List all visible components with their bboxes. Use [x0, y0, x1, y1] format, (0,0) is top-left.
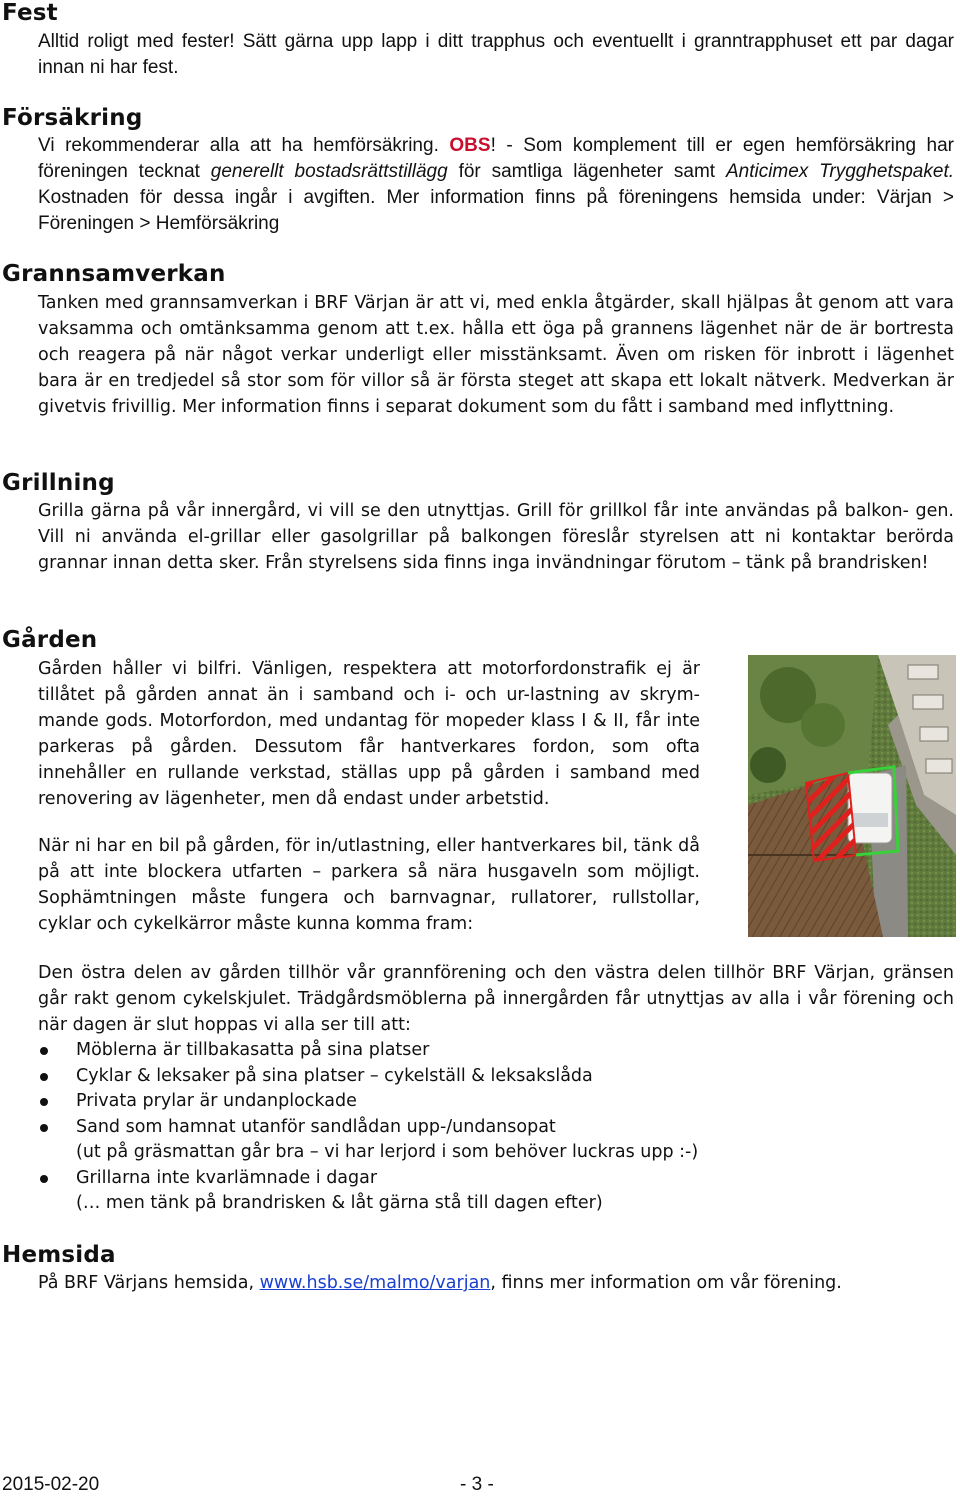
garden-checklist — [38, 1038, 938, 1217]
bullet-icon — [40, 1175, 48, 1183]
grillning-text: Grilla gärna på vår innergård, vi vill se den utnyttjas. Grill för grillkol får inte användas på balkon- gen. Vill ni använda el-grillar eller gasolgrillar på balkongen föreslår styrelsen att ni kontaktar berörda grannar innan detta sker. Från styrelsens sida finns inga invändningar förutom – tänk på brandrisken! — [38, 501, 954, 573]
list-item-subtext: (… men tänk på brandrisken & låt gärna stå till dagen efter) — [76, 1193, 603, 1213]
courtyard-photo-drawing — [748, 655, 956, 937]
hemsida-text-before: På BRF Värjans hemsida, — [38, 1273, 255, 1293]
forsakring-p3: Kostnaden för dessa ingår i avgiften. — [38, 187, 376, 208]
bullet-icon — [40, 1073, 48, 1081]
footer-date: 2015-02-20 — [2, 1474, 100, 1495]
heading-hemsida: Hemsida — [2, 1242, 116, 1268]
footer-page-number: - 3 - — [460, 1474, 494, 1495]
courtyard-photo — [748, 655, 956, 937]
garden-text-1: Gården håller vi bilfri. Vänligen, respektera att motorfordonstrafik ej är tillåtet på gården annat än i samband och i- och ur-lastning av skrym- mande gods. Motorfordon, med undantag för mopeder klass I & II, får inte parkeras på gården. Dessutom får hantverkares fordon, som ofta innehåller en rullande verkstad, ställas upp på gården i samband med renovering av lägenheter, men då endast under arbetstid. — [38, 659, 700, 809]
grannsamverkan-text: Tanken med grannsamverkan i BRF Värjan är att vi, med enkla åtgärder, skall hjälpas åt genom att vara vaksamma och omtänksamma genom att t.ex. hålla ett öga på grannens lägenhet när de är bortresta och reagera på när något verkar underligt eller misstänksamt. Även om risken för inbrott i lägenhet bara är en tredjedel så stor som för villor så är första steget att skapa ett lokalt nätverk. Medverkan är givetvis frivillig. Mer information finns i separat dokument som du fått i samband med inflyttning. — [38, 293, 954, 417]
forsakring-em1: generellt bostadsrättstillägg — [210, 161, 448, 182]
forsakring-p2a: ! - Som komplement till er egen hemförsäkring har föreningen tecknat — [38, 135, 955, 182]
heading-fest: Fest — [2, 0, 58, 26]
fest-text-content: Alltid roligt med fester! Sätt gärna upp lapp i ditt trapphus och eventuellt i granntrapphuset ett par dagar innan ni har fest. — [38, 31, 954, 78]
forsakring-p1: Vi rekommenderar alla att ha hemförsäkring. — [38, 135, 439, 156]
forsakring-em2: Anticimex Trygghetspaket. — [725, 161, 955, 182]
hemsida-text-after: , finns mer information om vår förening. — [490, 1273, 842, 1293]
forsakring-p4: Mer information finns på föreningens hemsida under: Värjan > Föreningen > Hemförsäkring — [38, 187, 954, 234]
forsakring-p2b: för samtliga lägenheter samt — [458, 161, 716, 182]
garden-text-2: När ni har en bil på gården, för in/utlastning, eller hantverkares bil, tänk då på att inte blockera utfarten – parkera så nära husgaveln som möjligt. Sophämtningen måste fungera och barnvagnar, rullatorer, rullstollar, cyklar och cykelkärror måste kunna komma fram: — [38, 836, 700, 934]
list-item-text: Privata prylar är undanplockade — [76, 1091, 357, 1111]
hemsida-link[interactable]: www.hsb.se/malmo/varjan — [259, 1273, 491, 1293]
obs-label: OBS — [449, 135, 491, 156]
hemsida-text — [38, 1270, 954, 1296]
forsakring-text — [38, 133, 954, 237]
list-item-text: Grillarna inte kvarlämnade i dagar — [76, 1167, 378, 1188]
list-item-text: Möblerna är tillbakasatta på sina platser — [76, 1040, 430, 1060]
list-item-text: Cyklar & leksaker på sina platser – cykelställ & leksakslåda — [76, 1065, 593, 1086]
list-item — [38, 1115, 938, 1166]
list-item — [38, 1038, 938, 1064]
heading-grannsamverkan: Grannsamverkan — [2, 261, 226, 287]
garden-text-3: Den östra delen av gården tillhör vår grannförening och den västra delen tillhör BRF Värjan, gränsen går rakt genom cykelskjulet. Trädgårdsmöblerna på innergården får utnyttjas av alla i vår förening och när dagen är slut hoppas vi alla ser till att: — [38, 963, 954, 1035]
heading-grillning: Grillning — [2, 470, 115, 496]
bullet-icon — [40, 1098, 48, 1106]
list-item — [38, 1089, 938, 1115]
list-item-subtext: (ut på gräsmattan går bra – vi har lerjord i som behöver luckras upp :-) — [76, 1142, 699, 1162]
heading-forsakring: Försäkring — [2, 105, 143, 131]
fest-text — [38, 29, 954, 81]
bullet-icon — [40, 1124, 48, 1132]
heading-garden: Gården — [2, 627, 98, 653]
list-item — [38, 1166, 938, 1217]
bullet-icon — [40, 1047, 48, 1055]
list-item — [38, 1064, 938, 1090]
list-item-text: Sand som hamnat utanför sandlådan upp-/undansopat — [76, 1116, 556, 1137]
